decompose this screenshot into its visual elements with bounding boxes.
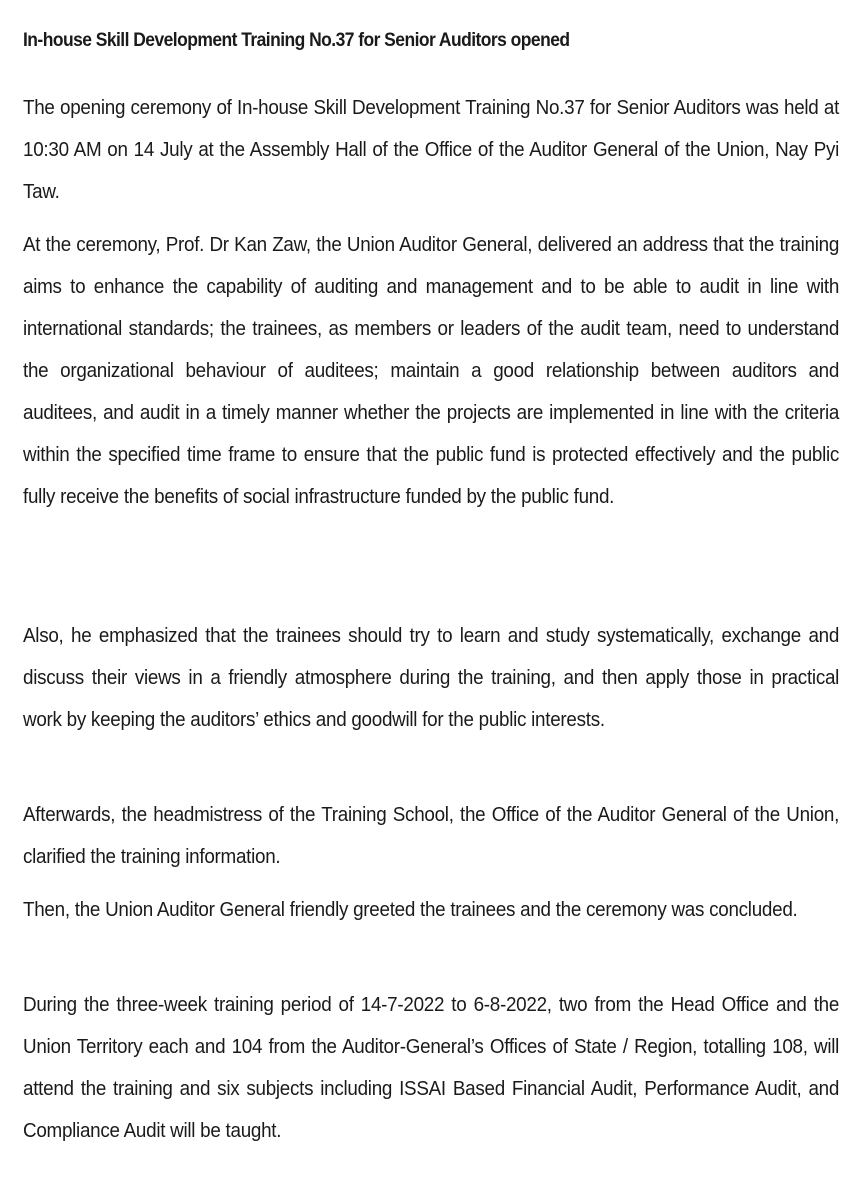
paragraph-headmistress: Afterwards, the headmistress of the Training School, the Office of the Auditor General of the Union, clarified the training information.: [23, 803, 840, 868]
paragraph-training-period: During the three-week training period of 14-7-2022 to 6-8-2022, two from the Head Office and the Union Territory each and 104 from the Auditor-General’s Offices of State / Region, totalling 108, will attend the training and six subjects including ISSAI Based Financial Audit, Performance Audit, and Compliance Audit will be taught.: [23, 993, 840, 1142]
paragraph-address: At the ceremony, Prof. Dr Kan Zaw, the Union Auditor General, delivered an address that the training aims to enhance the capability of auditing and management and to be able to audit in line with international standards; the trainees, as members or leaders of the audit team, need to understand the organizational behaviour of auditees; maintain a good relationship between auditors and auditees, and audit in a timely manner whether the projects are implemented in line with the criteria within the specified time frame to ensure that the public fund is protected effectively and the public fully receive the benefits of social infrastructure funded by the public fund.: [23, 233, 840, 508]
article-title: In-house Skill Development Training No.37 for Senior Auditors opened: [23, 30, 570, 51]
paragraph-conclusion: Then, the Union Auditor General friendly greeted the trainees and the ceremony was concluded.: [23, 898, 798, 921]
paragraph-opening: The opening ceremony of In-house Skill Development Training No.37 for Senior Auditors was held at 10:30 AM on 14 July at the Assembly Hall of the Office of the Auditor General of the Union, Nay Pyi Taw.: [23, 96, 840, 203]
paragraph-emphasis: Also, he emphasized that the trainees should try to learn and study systematically, exchange and discuss their views in a friendly atmosphere during the training, and then apply those in practical work by keeping the auditors’ ethics and goodwill for the public interests.: [23, 624, 840, 731]
